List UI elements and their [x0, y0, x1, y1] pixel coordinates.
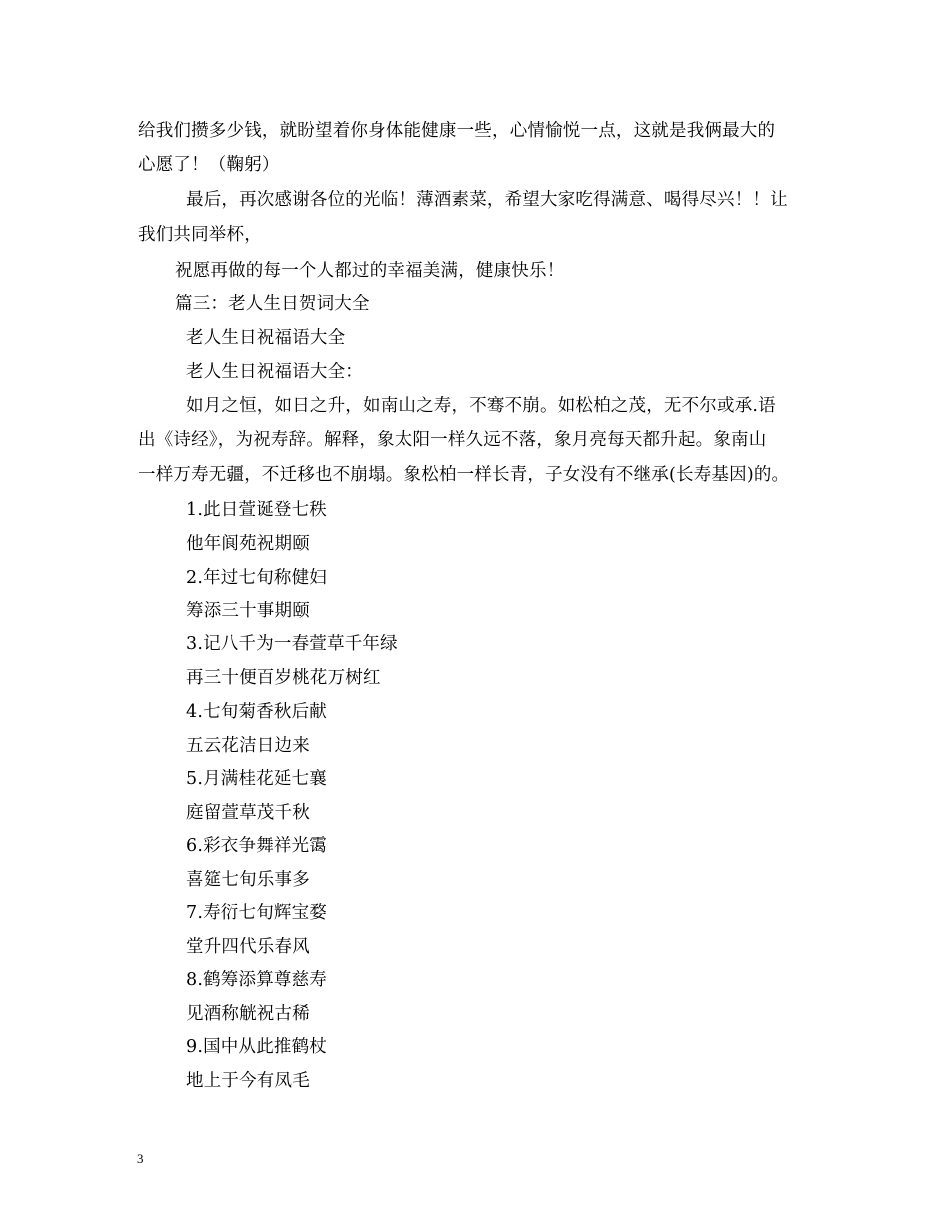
- couplet-line: 1.此日萱诞登七秩: [186, 500, 327, 520]
- couplet-line: 五云花洁日边来: [186, 736, 310, 756]
- couplet-line: 喜筵七旬乐事多: [186, 870, 310, 890]
- couplet-line: 3.记八千为一春萱草千年绿: [186, 634, 398, 654]
- body-line: 给我们攒多少钱，就盼望着你身体能健康一些，心情愉悦一点，这就是我俩最大的: [138, 121, 776, 141]
- body-line: 心愿了！（鞠躬）: [138, 155, 280, 175]
- couplet-line: 7.寿衍七旬辉宝婺: [186, 903, 327, 923]
- subheading: 老人生日祝福语大全：: [186, 362, 363, 382]
- body-line: 我们共同举杯，: [138, 225, 262, 245]
- couplet-line: 庭留萱草茂千秋: [186, 803, 310, 823]
- body-line: 一样万寿无疆，不迁移也不崩塌。象松柏一样长青，子女没有不继承(长寿基因)的。: [138, 465, 790, 485]
- body-line: 出《诗经》，为祝寿辞。解释，象太阳一样久远不落，象月亮每天都升起。象南山: [138, 430, 767, 450]
- couplet-line: 8.鹤筹添算尊慈寿: [186, 970, 327, 990]
- body-line: 如月之恒，如日之升，如南山之寿，不骞不崩。如松柏之茂，无不尔或承.语: [186, 396, 776, 416]
- couplet-line: 筹添三十事期颐: [186, 601, 310, 621]
- couplet-line: 2.年过七旬称健妇: [186, 568, 327, 588]
- section-heading: 篇三：老人生日贺词大全: [175, 294, 370, 314]
- couplet-line: 4.七旬菊香秋后献: [186, 702, 327, 722]
- body-line: 最后，再次感谢各位的光临！薄酒素菜，希望大家吃得满意、喝得尽兴！！让: [186, 190, 788, 210]
- page-number: 3: [137, 1151, 144, 1166]
- couplet-line: 6.彩衣争舞祥光霭: [186, 836, 327, 856]
- body-line: 祝愿再做的每一个人都过的幸福美满，健康快乐！: [175, 261, 565, 281]
- couplet-line: 再三十便百岁桃花万树红: [186, 668, 381, 688]
- couplet-line: 他年阆苑祝期颐: [186, 534, 310, 554]
- couplet-line: 5.月满桂花延七襄: [186, 769, 327, 789]
- subheading: 老人生日祝福语大全: [186, 328, 346, 348]
- couplet-line: 地上于今有凤毛: [186, 1071, 310, 1091]
- couplet-line: 堂升四代乐春风: [186, 937, 310, 957]
- couplet-line: 见酒称觥祝古稀: [186, 1004, 310, 1024]
- couplet-line: 9.国中从此推鹤杖: [186, 1037, 327, 1057]
